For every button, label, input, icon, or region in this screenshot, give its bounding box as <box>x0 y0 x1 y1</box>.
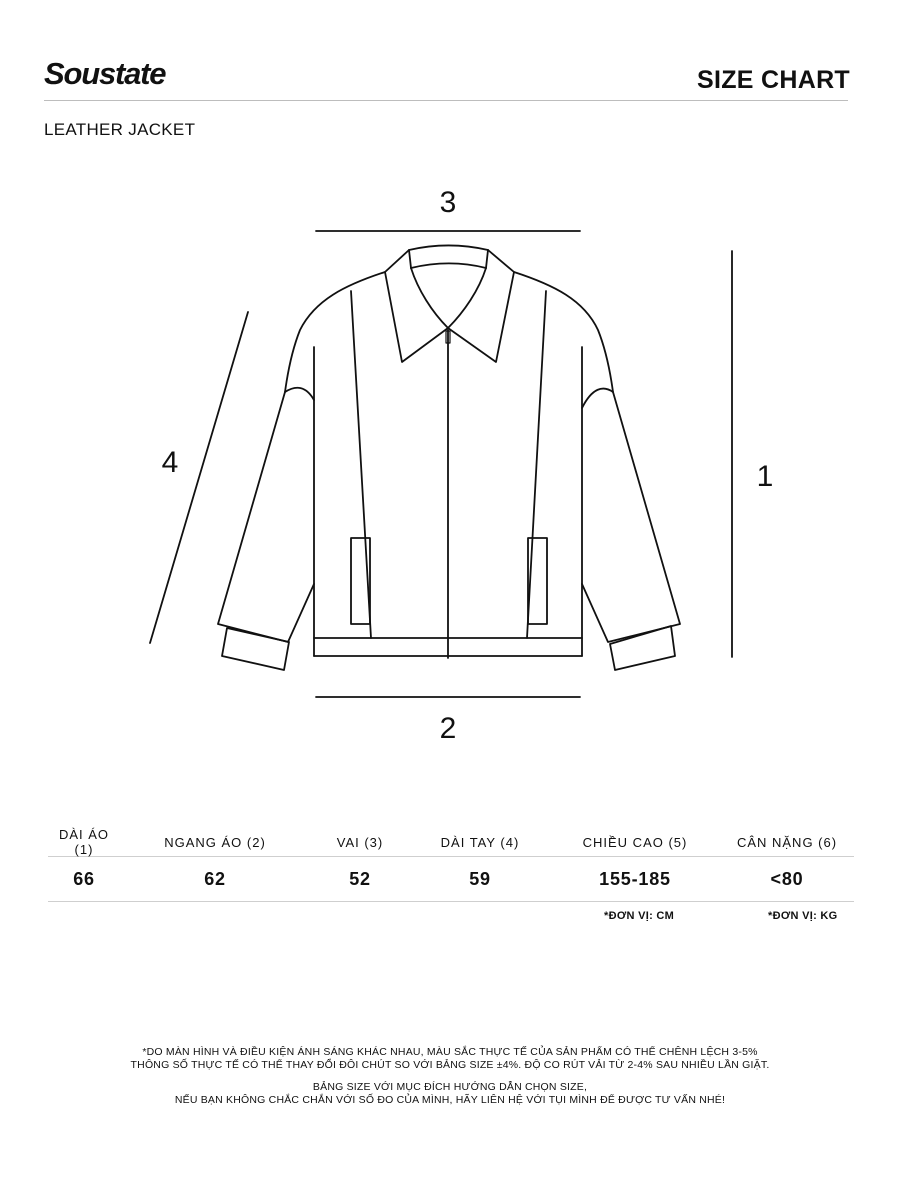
unit-note-cm: *ĐƠN VỊ: CM <box>604 910 675 922</box>
disclaimer-line-3: BẢNG SIZE VỚI MỤC ĐÍCH HƯỚNG DẪN CHỌN SIZE, <box>312 1081 588 1093</box>
label-shoulder: 3 <box>439 186 457 219</box>
value-sleeve: 59 <box>469 868 491 889</box>
label-length: 1 <box>756 460 774 493</box>
brand-logo: Soustate <box>44 56 166 91</box>
header-height: CHIỀU CAO (5) <box>582 834 688 850</box>
right-sleeve <box>582 389 680 670</box>
table-row <box>48 857 854 902</box>
label-sleeve: 4 <box>161 446 179 479</box>
size-table-header <box>48 828 854 857</box>
disclaimer <box>0 1046 900 1106</box>
unit-note-kg: *ĐƠN VỊ: KG <box>768 910 838 922</box>
header-sleeve: DÀI TAY (4) <box>440 834 520 850</box>
jacket-collar <box>385 246 514 363</box>
header-weight: CÂN NẶNG (6) <box>736 834 838 850</box>
header-shoulder: VAI (3) <box>336 834 384 850</box>
product-name: LEATHER JACKET <box>44 120 196 139</box>
disclaimer-line-1: *DO MÀN HÌNH VÀ ĐIỀU KIỆN ÁNH SÁNG KHÁC NHAU, MÀU SẮC THỰC TẾ CỦA SẢN PHẨM CÓ THỂ CHÊNH LỆCH 3-5% <box>142 1046 758 1058</box>
jacket-body <box>285 272 613 658</box>
left-sleeve <box>218 388 314 670</box>
disclaimer-line-2: THÔNG SỐ THỰC TẾ CÓ THỂ THAY ĐỔI ĐÔI CHÚT SO VỚI BẢNG SIZE ±4%. ĐỘ CO RÚT VẢI TỪ 2-4% SAU NHIỀU LẦN GIẶT. <box>130 1058 770 1071</box>
page-title: SIZE CHART <box>697 66 850 94</box>
value-length: 66 <box>73 868 95 889</box>
value-chest: 62 <box>204 868 226 889</box>
header-divider <box>44 100 848 101</box>
jacket-measurement-diagram <box>0 150 900 770</box>
label-chest: 2 <box>439 712 457 745</box>
value-weight: <80 <box>770 868 804 889</box>
disclaimer-line-4: NẾU BẠN KHÔNG CHẮC CHẮN VỚI SỐ ĐO CỦA MÌNH, HÃY LIÊN HỆ VỚI TỤI MÌNH ĐỂ ĐƯỢC TƯ VẤN NHÉ! <box>174 1093 726 1106</box>
size-table <box>48 828 854 902</box>
header-chest: NGANG ÁO (2) <box>164 834 266 850</box>
value-shoulder: 52 <box>349 868 371 889</box>
value-height: 155-185 <box>599 868 671 889</box>
header-length: DÀI ÁO (1) <box>58 827 110 857</box>
